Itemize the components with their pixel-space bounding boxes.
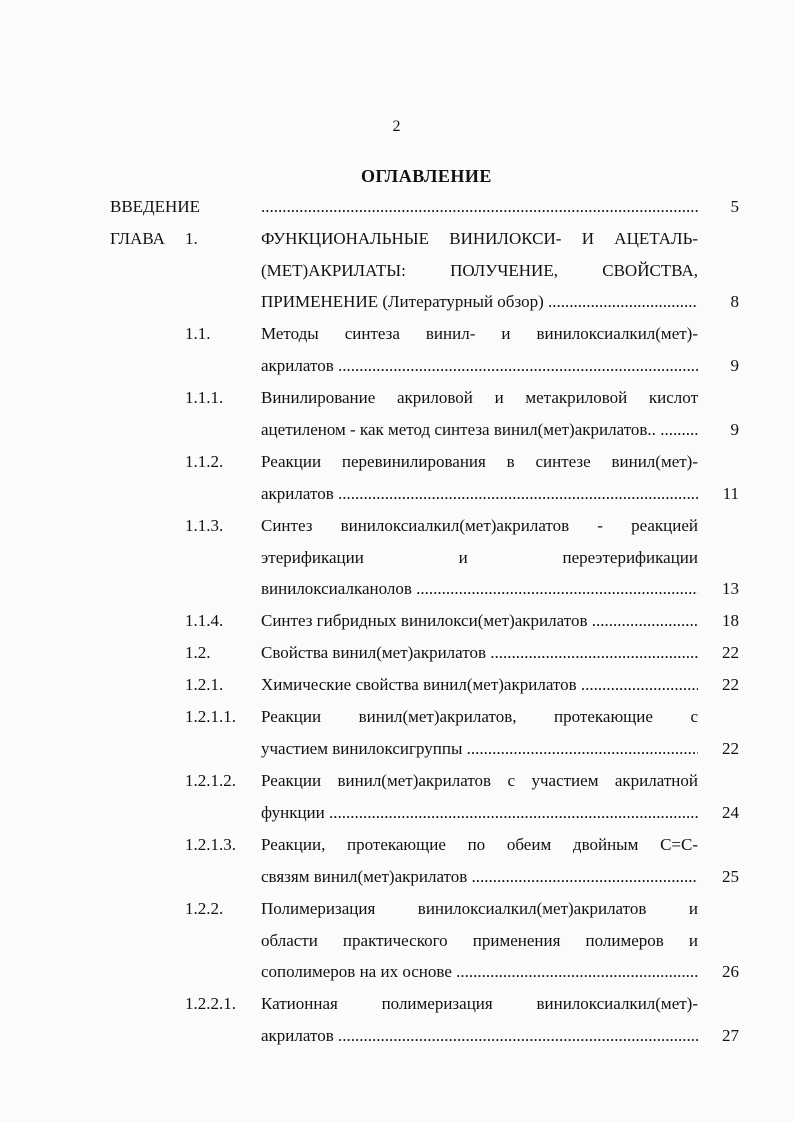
toc-entry-number: 1.2.1.2. xyxy=(185,771,236,790)
toc-entry-number: 1.1.3. xyxy=(185,516,224,535)
toc-entry-text xyxy=(261,197,698,217)
toc-entry-page: 11 xyxy=(722,483,739,503)
toc-entry-text: ацетиленом - как метод синтеза винил(мет)акрилатов.. ..... xyxy=(261,420,698,440)
toc-entry-label: ВВЕДЕНИЕ xyxy=(110,197,200,216)
toc-entry-text: ФУНКЦИОНАЛЬНЫЕ ВИНИЛОКСИ- И АЦЕТАЛЬ- xyxy=(261,229,698,248)
toc-entry-text: Винилирование акриловой и метакриловой кислот xyxy=(261,388,698,407)
toc-entry-number: 1.1.4. xyxy=(185,611,224,630)
toc-entry-text: акрилатов ..... xyxy=(261,484,698,504)
toc-entry-text: области практического применения полимеров и xyxy=(261,930,698,950)
toc-entry-page: 9 xyxy=(730,419,739,439)
toc-entry-number: 1.2. xyxy=(185,643,211,662)
toc-entry-page: 18 xyxy=(722,611,739,630)
toc-entry-text: связям винил(мет)акрилатов ..... xyxy=(261,867,698,887)
toc-entry-text: Синтез винилоксиалкил(мет)акрилатов - реакцией xyxy=(261,516,698,535)
toc-entry-text: этерификации и переэтерификации xyxy=(261,547,698,567)
toc-entry-number: 1.1. xyxy=(185,324,211,343)
toc-entry-text: функции ..... xyxy=(261,803,698,823)
toc-entry-page: 13 xyxy=(722,579,739,599)
toc-entry-text: Синтез гибридных винилокси(мет)акрилатов ..... xyxy=(261,611,698,631)
toc-title: ОГЛАВЛЕНИЕ xyxy=(361,166,492,186)
toc-entry-text: винилоксиалканолов ..... xyxy=(261,579,698,599)
toc-entry-page: 22 xyxy=(722,738,739,758)
toc-entry-number: 1.1.1. xyxy=(185,388,224,407)
toc-entry-text: (МЕТ)АКРИЛАТЫ: ПОЛУЧЕНИЕ, СВОЙСТВА, xyxy=(261,260,698,280)
toc-entry-number: 1.1.2. xyxy=(185,452,224,471)
page-number: 2 xyxy=(392,118,401,135)
toc-entry-page: 27 xyxy=(722,1025,739,1045)
toc-entry-text: Реакции, протекающие по обеим двойным С=С- xyxy=(261,835,698,854)
toc-entry-page: 5 xyxy=(730,197,739,216)
toc-entry-number: 1.2.2.1. xyxy=(185,994,236,1013)
toc-entry-page: 22 xyxy=(722,675,739,694)
toc-entry-page: 25 xyxy=(722,866,739,886)
toc-entry-number: 1.2.1.3. xyxy=(185,835,236,854)
toc-entry-number: 1.2.1.1. xyxy=(185,707,236,726)
toc-entry-text: Свойства винил(мет)акрилатов ..... xyxy=(261,643,698,663)
toc-entry-number: 1. xyxy=(185,229,198,248)
toc-entry-text: акрилатов ..... xyxy=(261,1026,698,1046)
toc-entry-text: участием винилоксигруппы ..... xyxy=(261,739,698,759)
toc-entry-text: ПРИМЕНЕНИЕ (Литературный обзор) ..... xyxy=(261,292,698,312)
toc-entry-page: 26 xyxy=(722,962,739,982)
toc-entry-text: Методы синтеза винил- и винилоксиалкил(мет)- xyxy=(261,324,698,343)
toc-entry-label: ГЛАВА xyxy=(110,229,165,248)
toc-entry-text: Катионная полимеризация винилоксиалкил(мет)- xyxy=(261,994,698,1013)
toc-entry-text: Реакции перевинилирования в синтезе винил(мет)- xyxy=(261,452,698,471)
toc-entry-page: 8 xyxy=(730,292,739,312)
toc-entry-page: 24 xyxy=(722,802,739,822)
toc-entry-page: 9 xyxy=(730,355,739,375)
toc-entry-text: сополимеров на их основе ..... xyxy=(261,962,698,982)
toc-entry-text: Химические свойства винил(мет)акрилатов ..... xyxy=(261,675,698,695)
toc-entry-text: Реакции винил(мет)акрилатов с участием акрилатной xyxy=(261,771,698,790)
toc-entry-page: 22 xyxy=(722,643,739,662)
toc-entry-number: 1.2.2. xyxy=(185,899,224,918)
toc-entry-text: Реакции винил(мет)акрилатов, протекающие с xyxy=(261,707,698,726)
toc-entry-text: Полимеризация винилоксиалкил(мет)акрилатов и xyxy=(261,899,698,918)
toc-entry-text: акрилатов ..... xyxy=(261,356,698,376)
toc-entry-number: 1.2.1. xyxy=(185,675,224,694)
